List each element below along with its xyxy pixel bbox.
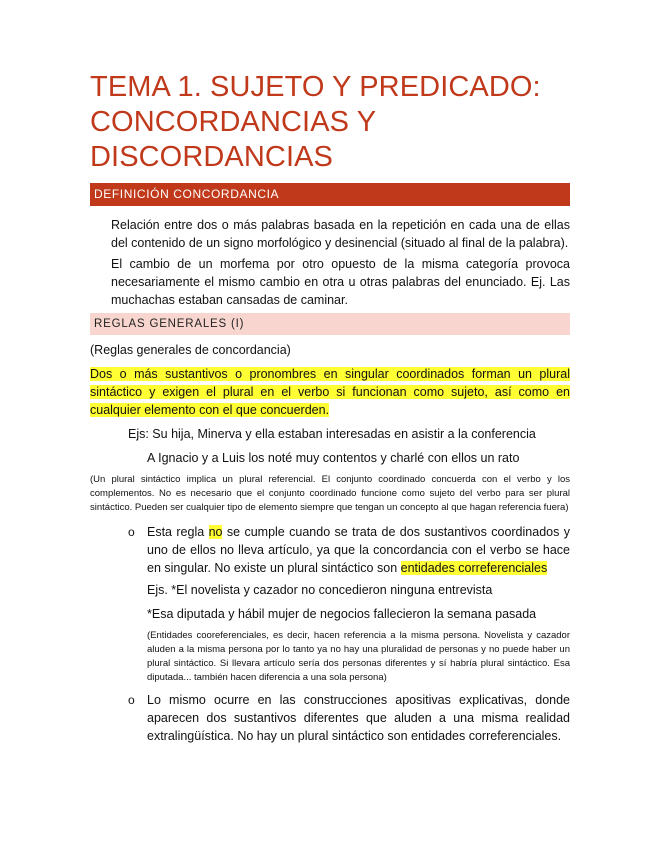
section-header-reglas: REGLAS GENERALES (I) (90, 313, 570, 335)
note-1: (Un plural sintáctico implica un plural referencial. El conjunto coordinado concuerda con el verbo y los complementos. No es necesario que el conjunto coordinado funcione como sujeto del verbo para ser plural sintáctico. Pueden ser cualquier tipo de elemento siempre que tengan un concepto al que hagan referencia fuera) (90, 474, 570, 513)
bullet-item-2 (90, 691, 570, 745)
title-line-1: TEMA 1. SUJETO Y PREDICADO: (90, 71, 541, 103)
section-header-definicion: DEFINICIÓN CONCORDANCIA (90, 183, 570, 206)
bullet2-text: Lo mismo ocurre en las construcciones apositivas explicativas, donde aparecen dos sustantivos diferentes que aluden a una misma realidad extralingüística. No hay un plural sintáctico son entidades correferenciales. (147, 693, 570, 743)
example-1: Ejs: Su hija, Minerva y ella estaban interesadas en asistir a la conferencia (128, 427, 536, 441)
definition-paragraph-2: El cambio de un morfema por otro opuesto de la misma categoría provoca necesariamente el mismo cambio en otra u otras palabras del enunciado. Ej. Las muchachas estaban cansadas de caminar. (111, 257, 570, 307)
rules-subtitle: (Reglas generales de concordancia) (90, 343, 291, 357)
bullet1-note: (Entidades cooreferenciales, es decir, hacen referencia a la misma persona. Novelista y cazador aluden a la misma persona por lo tanto ya no hay una pluralidad de personas y no puede haber un plural sintáctico. Si llevara artículo sería dos personas diferentes y sí habría plural sintáctico. Esa diputada... también hacen diferencia a una sola persona) (147, 630, 570, 683)
bullet-marker: o (128, 693, 135, 707)
page-title (90, 70, 570, 175)
definition-paragraph-1: Relación entre dos o más palabras basada en la repetición en cada una de ellas del contenido de un signo morfológico y desinencial (situado al final de la palabra). (111, 218, 570, 250)
bullet1-highlight-no: no (208, 525, 223, 539)
rule-paragraph (90, 365, 570, 419)
bullet1-text-pre: Esta regla (147, 525, 209, 539)
bullet1-text-mid: se cumple cuando se trata de dos sustantivos coordinados y uno de ellos no lleva artículo, ya que la concordancia con el verbo se hace en singular. No existe un plural sintáctico son (147, 525, 570, 575)
bullet1-example-2: *Esa diputada y hábil mujer de negocios fallecieron la semana pasada (147, 607, 537, 621)
bullet1-highlight-entidades: entidades correferenciales (400, 561, 548, 575)
document-page (90, 70, 570, 745)
bullet1-example-1: Ejs. *El novelista y cazador no concedieron ninguna entrevista (147, 583, 493, 597)
bullet-marker: o (128, 525, 135, 539)
title-line-2: CONCORDANCIAS Y (90, 106, 377, 138)
example-2: A Ignacio y a Luis los noté muy contentos y charlé con ellos un rato (147, 451, 520, 465)
bullet-item-1 (90, 523, 570, 577)
rule-highlight: Dos o más sustantivos o pronombres en singular coordinados forman un plural sintáctico y exigen el plural en el verbo si funcionan como sujeto, así como en cualquier elemento con el que concuerden. (90, 367, 570, 417)
title-line-3: DISCORDANCIAS (90, 141, 333, 173)
definition-block (90, 216, 570, 309)
